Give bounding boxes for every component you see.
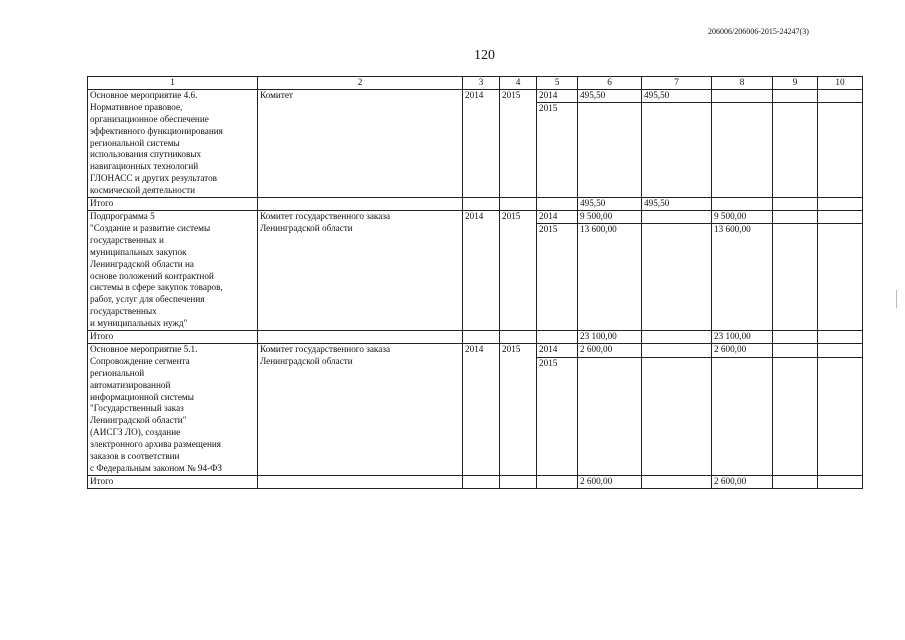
amount-col8-cell <box>712 102 773 197</box>
program-table <box>87 76 863 489</box>
amount-total-cell: 9 500,00 <box>578 210 642 223</box>
amount-col8-cell: 2 600,00 <box>712 343 773 357</box>
amount-col7-cell <box>642 210 712 223</box>
scan-mark <box>896 290 897 308</box>
empty-cell <box>463 331 500 344</box>
table-header <box>88 77 863 90</box>
column-header-1: 1 <box>88 77 258 90</box>
total-row <box>88 331 863 344</box>
empty-cell <box>537 331 578 344</box>
empty-cell <box>500 198 537 211</box>
activity-description: Подпрограмма 5 "Создание и развитие системы государственных и муниципальных закупок Ленинградской области на основе положений контрактной системы в сфере закупок товаров, работ, услуг для обеспечения государственных и муниципальных нужд" <box>88 210 258 330</box>
empty-cell <box>463 475 500 488</box>
column-header-8: 8 <box>712 77 773 90</box>
empty-cell <box>818 198 863 211</box>
executor-cell: Комитет государственного заказа Ленинградской области <box>258 210 463 330</box>
amount-col7-cell <box>642 343 712 357</box>
amount-col9-cell <box>773 102 818 197</box>
total-label: Итого <box>88 331 258 344</box>
total-amount-cell: 2 600,00 <box>578 475 642 488</box>
executor-cell: Комитет государственного заказа Ленинградской области <box>258 343 463 475</box>
amount-col9-cell <box>773 223 818 330</box>
executor-cell: Комитет <box>258 89 463 197</box>
empty-cell <box>818 331 863 344</box>
year-cell: 2014 <box>537 89 578 102</box>
amount-col10-cell <box>818 357 863 475</box>
empty-cell <box>258 475 463 488</box>
amount-col10-cell <box>818 223 863 330</box>
column-header-9: 9 <box>773 77 818 90</box>
empty-cell <box>818 475 863 488</box>
empty-cell <box>500 475 537 488</box>
column-header-10: 10 <box>818 77 863 90</box>
amount-col8-cell: 13 600,00 <box>712 223 773 330</box>
empty-cell <box>258 198 463 211</box>
page-number: 120 <box>474 48 495 63</box>
empty-cell <box>773 475 818 488</box>
amount-col8-cell: 9 500,00 <box>712 210 773 223</box>
empty-cell <box>463 198 500 211</box>
total-row <box>88 198 863 211</box>
document-id: 206006/206006-2015-24247(3) <box>708 27 809 36</box>
total-amount-cell: 23 100,00 <box>578 331 642 344</box>
amount-col9-cell <box>773 357 818 475</box>
amount-total-cell <box>578 357 642 475</box>
year-cell: 2015 <box>537 102 578 197</box>
year-cell: 2015 <box>537 223 578 330</box>
end-year-cell: 2015 <box>500 210 537 330</box>
column-header-5: 5 <box>537 77 578 90</box>
start-year-cell: 2014 <box>463 343 500 475</box>
amount-total-cell <box>578 102 642 197</box>
amount-col9-cell <box>773 210 818 223</box>
amount-total-cell: 495,50 <box>578 89 642 102</box>
column-header-7: 7 <box>642 77 712 90</box>
column-number-row <box>88 77 863 90</box>
total-col8-cell: 2 600,00 <box>712 475 773 488</box>
amount-col9-cell <box>773 89 818 102</box>
empty-cell <box>258 331 463 344</box>
column-header-6: 6 <box>578 77 642 90</box>
start-year-cell: 2014 <box>463 89 500 197</box>
total-label: Итого <box>88 475 258 488</box>
amount-col7-cell <box>642 102 712 197</box>
total-col7-cell <box>642 475 712 488</box>
total-row <box>88 475 863 488</box>
amount-col7-cell: 495,50 <box>642 89 712 102</box>
table-row <box>88 343 863 357</box>
table-row <box>88 89 863 102</box>
end-year-cell: 2015 <box>500 89 537 197</box>
total-col7-cell <box>642 331 712 344</box>
amount-col10-cell <box>818 210 863 223</box>
end-year-cell: 2015 <box>500 343 537 475</box>
amount-col10-cell <box>818 343 863 357</box>
amount-col10-cell <box>818 102 863 197</box>
table-body <box>88 89 863 488</box>
year-cell: 2014 <box>537 343 578 357</box>
empty-cell <box>537 475 578 488</box>
total-amount-cell: 495,50 <box>578 198 642 211</box>
activity-description: Основное мероприятие 4.6. Нормативное правовое, организационное обеспечение эффективного функционирования региональной системы использования спутниковых навигационных технологий ГЛОНАСС и других результатов космической деятельности <box>88 89 258 197</box>
amount-col10-cell <box>818 89 863 102</box>
total-col8-cell: 23 100,00 <box>712 331 773 344</box>
total-label: Итого <box>88 198 258 211</box>
amount-col7-cell <box>642 357 712 475</box>
column-header-2: 2 <box>258 77 463 90</box>
amount-col9-cell <box>773 343 818 357</box>
year-cell: 2015 <box>537 357 578 475</box>
total-col7-cell: 495,50 <box>642 198 712 211</box>
column-header-4: 4 <box>500 77 537 90</box>
empty-cell <box>500 331 537 344</box>
empty-cell <box>773 331 818 344</box>
empty-cell <box>537 198 578 211</box>
start-year-cell: 2014 <box>463 210 500 330</box>
total-col8-cell <box>712 198 773 211</box>
column-header-3: 3 <box>463 77 500 90</box>
empty-cell <box>773 198 818 211</box>
year-cell: 2014 <box>537 210 578 223</box>
amount-col7-cell <box>642 223 712 330</box>
amount-total-cell: 13 600,00 <box>578 223 642 330</box>
amount-col8-cell <box>712 357 773 475</box>
table-row <box>88 210 863 223</box>
amount-col8-cell <box>712 89 773 102</box>
amount-total-cell: 2 600,00 <box>578 343 642 357</box>
activity-description: Основное мероприятие 5.1. Сопровождение сегмента региональной автоматизированной информационной системы "Государственный заказ Ленинградской области" (АИСГЗ ЛО), создание электронного архива размещения заказов в соответствии с Федеральным законом № 94-ФЗ <box>88 343 258 475</box>
